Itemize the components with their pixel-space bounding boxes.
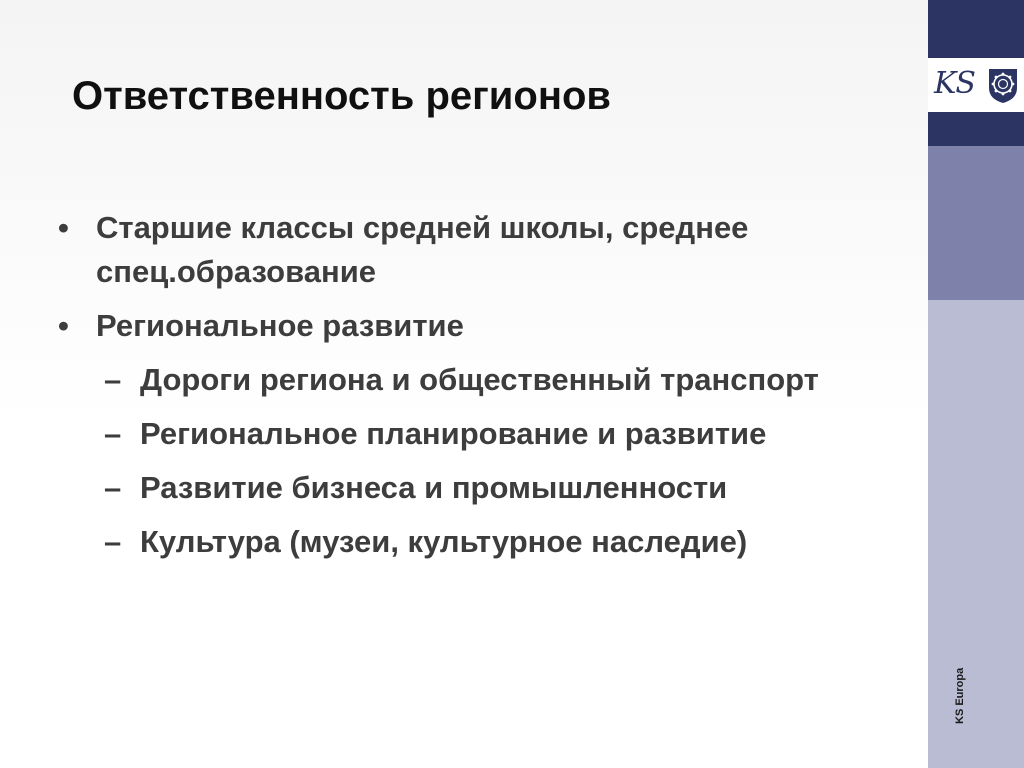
sub-bullet-text: Дороги региона и общественный транспорт xyxy=(140,362,819,397)
ks-europa-label: KS Europa xyxy=(954,667,966,724)
bullet-item xyxy=(52,304,912,348)
dash-marker: – xyxy=(104,416,122,451)
sub-bullet-item xyxy=(52,520,912,564)
bullet-marker: • xyxy=(58,308,69,343)
dash-marker: – xyxy=(104,470,122,505)
sub-bullet-text: Развитие бизнеса и промышленности xyxy=(140,470,728,505)
slide-title: Ответственность регионов xyxy=(72,74,612,118)
dash-marker: – xyxy=(104,362,122,397)
sidebar-light-band xyxy=(928,300,1024,768)
brand-sidebar xyxy=(928,0,1024,768)
bullet-marker: • xyxy=(58,210,69,245)
dash-marker: – xyxy=(104,524,122,559)
bullet-text: Старшие классы средней школы, среднее спец.образование xyxy=(96,210,749,289)
sub-bullet-item xyxy=(52,358,912,402)
logo-area xyxy=(928,58,1024,112)
ks-logo: KS xyxy=(934,66,975,101)
sidebar-violet-band xyxy=(928,146,1024,300)
bullet-item xyxy=(52,206,912,294)
bullet-list xyxy=(52,206,912,574)
sub-bullet-item xyxy=(52,412,912,456)
sub-bullet-item xyxy=(52,466,912,510)
bullet-text: Региональное развитие xyxy=(96,308,464,343)
sidebar-dark-band xyxy=(928,0,1024,58)
sidebar-dark-band xyxy=(928,112,1024,146)
sub-bullet-text: Культура (музеи, культурное наследие) xyxy=(140,524,748,559)
sub-bullet-text: Региональное планирование и развитие xyxy=(140,416,767,451)
ks-seal-icon xyxy=(986,66,1020,104)
